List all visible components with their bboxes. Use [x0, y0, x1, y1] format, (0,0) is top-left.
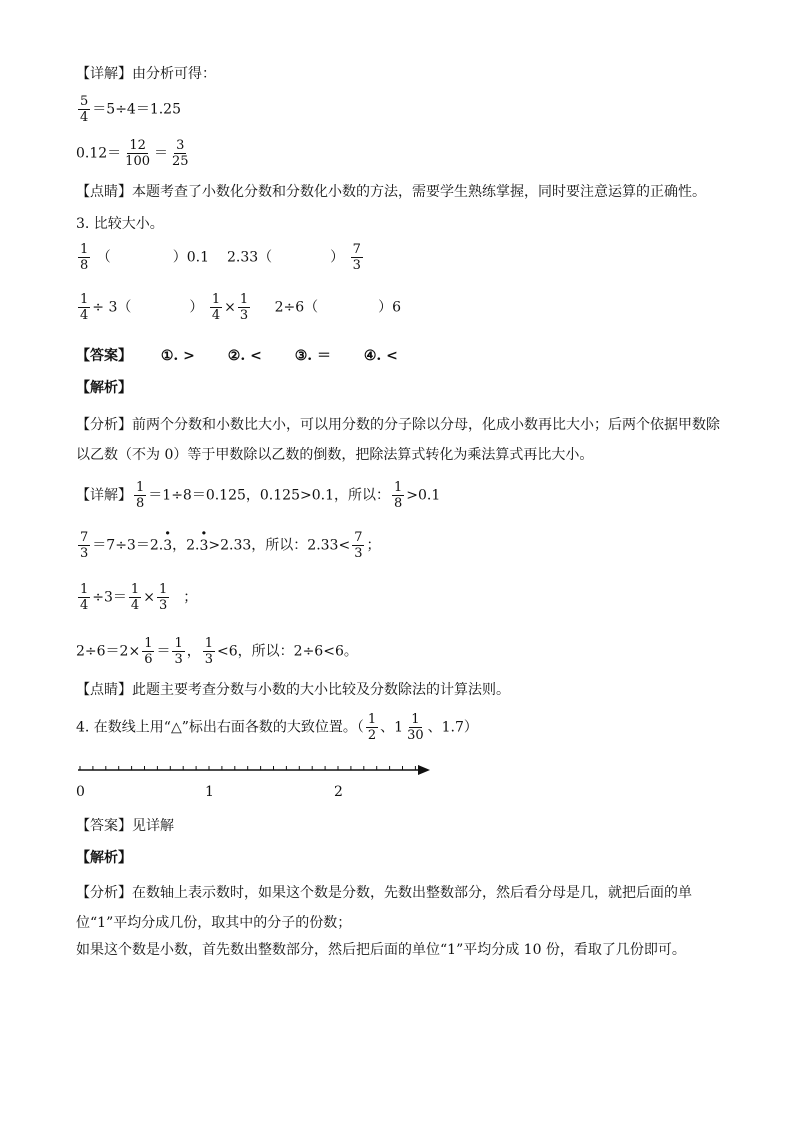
fraction: $\frac{1}{6}$ — [144, 636, 153, 667]
question-4-title: 4. 在数线上用“△”标出右面各数的大致位置。（ $\frac{1}{2}$ 、1 $\frac{1}{30}$ 、1.7） — [76, 712, 478, 743]
fraction: $\frac{1}{4}$ — [80, 582, 89, 613]
fraction: $\frac{1}{3}$ — [158, 582, 168, 613]
arrow-head-icon — [418, 765, 430, 775]
detail-line-4: 2÷6＝2× $\frac{1}{6}$ ＝ $\frac{1}{3}$ ， $\frac{1}{3}$ <6，所以：2÷6<6。 — [76, 636, 358, 667]
number-line — [76, 756, 436, 776]
fraction: $\frac{1}{2}$ — [367, 712, 377, 743]
answer-4: ④. < — [363, 348, 398, 364]
fraction: $\frac{1}{4}$ — [211, 292, 221, 323]
compare-row-2: $\frac{1}{4}$ ÷ 3（ ） $\frac{1}{4}$ × $\frac{1}{3}$ 2÷6（ ）6 — [80, 292, 402, 323]
jiexi-label-2: 【解析】 — [76, 850, 132, 866]
detail-line-1: 【详解】 $\frac{1}{8}$ ＝1÷8＝0.125，0.125>0.1，所以： $\frac{1}{8}$ >0.1 — [76, 480, 441, 511]
answer-row: 【答案】 ①. > ②. < ③. ＝ ④. < — [76, 348, 398, 364]
fraction: $\frac{5}{4}$ — [80, 94, 89, 125]
fenxi-paragraph-3: 如果这个数是小数，首先数出整数部分，然后把后面的单位“1”平均分成 10 份，看取了几份即可。 — [76, 942, 686, 958]
answer-3: ③. ＝ — [294, 348, 331, 364]
axis-label-0: 0 — [76, 784, 85, 800]
answer-q4: 【答案】见详解 — [76, 818, 174, 834]
fraction: $\frac{1}{3}$ — [174, 636, 183, 667]
axis-label-1: 1 — [205, 784, 214, 800]
detail-line-2: $\frac{7}{3}$ ＝7÷3＝2.3 ·，2.3 ·>2.33，所以：2.33< $\frac{7}{3}$ ； — [76, 530, 380, 561]
fenxi-paragraph: 【分析】前两个分数和小数比大小，可以用分数的分子除以分母，化成小数再比大小；后两个依据甲数除以乙数（不为 0）等于甲数除以乙数的倒数，把除法算式转化为乘法算式再比大小。 — [76, 417, 720, 463]
axis-label-2: 2 — [334, 784, 343, 800]
equation-5-4: $\frac{5}{4}$ ＝5÷4＝1.25 — [80, 94, 181, 125]
answer-2: ②. < — [227, 348, 262, 364]
fraction: $\frac{3}{25}$ — [172, 138, 189, 169]
fraction: $\frac{1}{4}$ — [80, 292, 89, 323]
answer-1: ①. > — [160, 348, 195, 364]
fraction: $\frac{1}{3}$ — [204, 636, 214, 667]
fraction: $\frac{12}{100}$ — [125, 138, 150, 169]
detail-heading: 【详解】由分析可得： — [76, 66, 216, 82]
fraction: $\frac{1}{30}$ — [407, 712, 424, 743]
fraction: $\frac{1}{8}$ — [393, 480, 403, 511]
equation-0-12: 0.12＝ $\frac{12}{100}$ ＝ $\frac{3}{25}$ — [76, 138, 189, 169]
fraction: $\frac{7}{3}$ — [352, 242, 361, 273]
jiexi-label: 【解析】 — [76, 380, 132, 396]
fenxi-paragraph-2: 【分析】在数轴上表示数时，如果这个数是分数，先数出整数部分，然后看分母是几，就把后面的单位“1”平均分成几份，取其中的分子的份数； — [76, 885, 692, 931]
fraction: $\frac{1}{3}$ — [239, 292, 249, 323]
repeating-digit: 3 · — [199, 536, 208, 556]
question-3-title: 3. 比较大小。 — [76, 216, 164, 232]
fraction: $\frac{1}{4}$ — [130, 582, 140, 613]
fraction: $\frac{1}{8}$ — [80, 242, 89, 273]
compare-row-1: $\frac{1}{8}$ （ ）0.1 2.33（ ） $\frac{7}{3}$ — [80, 242, 361, 273]
dianjing-note: 【点睛】本题考查了小数化分数和分数化小数的方法，需要学生熟练掌握，同时要注意运算的正确性。 — [76, 184, 706, 200]
fraction: $\frac{1}{8}$ — [136, 480, 145, 511]
detail-line-3: $\frac{1}{4}$ ÷3＝ $\frac{1}{4}$ × $\frac{1}{3}$ ； — [80, 582, 198, 613]
fraction: $\frac{7}{3}$ — [354, 530, 363, 561]
repeating-digit: 3 · — [163, 536, 172, 556]
fraction: $\frac{7}{3}$ — [80, 530, 89, 561]
dianjing-note-2: 【点睛】此题主要考查分数与小数的大小比较及分数除法的计算法则。 — [76, 682, 510, 698]
